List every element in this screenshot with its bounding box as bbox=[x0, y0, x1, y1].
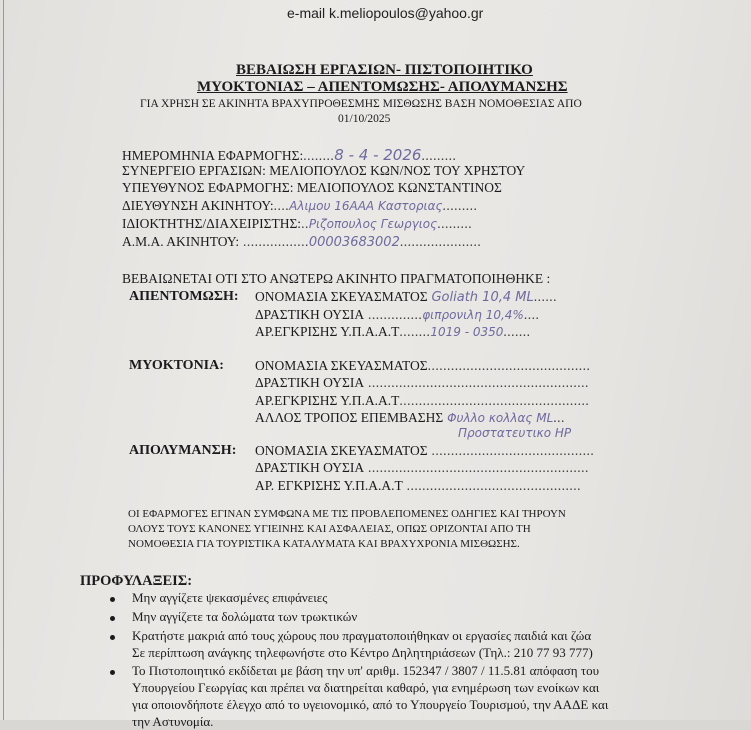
ama-row: Α.Μ.Α. ΑΚΙΝΗΤΟΥ: .................00003683002..................... bbox=[122, 234, 482, 250]
section-apentomosi: ΑΠΕΝΤΟΜΩΣΗ: bbox=[129, 289, 239, 304]
apentomosi-approval-row: ΑΡ.ΕΓΚΡΙΣΗΣ Υ.Π.Α.Α.Τ........1019 - 0350....... bbox=[255, 324, 531, 339]
active-label: ΔΡΑΣΤΙΚΗ ΟΥΣΙΑ bbox=[255, 460, 365, 475]
myoktonia-other-row: ΑΛΛΟΣ ΤΡΟΠΟΣ ΕΠΕΜΒΑΣΗΣ Φυλλο κολλας ML... bbox=[255, 410, 565, 425]
other-method-value2: Προστατευτικο ΗΡ bbox=[458, 426, 572, 440]
section-apolymansi: ΑΠΟΛΥΜΑΝΣΗ: bbox=[129, 443, 237, 458]
other-method-value1: Φυλλο κολλας ML bbox=[447, 411, 554, 425]
bullet-icon bbox=[110, 670, 115, 675]
contact-email: e-mail k.meliopoulos@yahoo.gr bbox=[287, 5, 484, 21]
bullet-icon bbox=[110, 635, 115, 640]
section-myoktonia: ΜΥΟΚΤΟΝΙΑ: bbox=[129, 358, 224, 373]
bullet-icon bbox=[110, 597, 115, 602]
apentomosi-active-row: ΔΡΑΣΤΙΚΗ ΟΥΣΙΑ ..............φιπρονιλη 10,4%.... bbox=[255, 307, 540, 322]
certify-statement: ΒΕΒΑΙΩΝΕΤΑΙ ΟΤΙ ΣΤΟ ΑΝΩΤΕΡΩ ΑΚΙΝΗΤΟ ΠΡΑΓΜΑΤΟΠΟΙΗΘΗΚΕ : bbox=[122, 271, 551, 286]
precaution-4d: την Αστυνομία. bbox=[132, 714, 214, 729]
owner-row: ΙΔΙΟΚΤΗΤΗΣ/ΔΙΑΧΕΙΡΙΣΤΗΣ:..Ριζοπουλος Γεωργιος......... bbox=[122, 216, 473, 231]
approval-label: ΑΡ. ΕΓΚΡΙΣΗΣ Υ.Π.Α.Α.Τ bbox=[255, 478, 403, 493]
active-label: ΔΡΑΣΤΙΚΗ ΟΥΣΙΑ bbox=[255, 375, 365, 390]
page-edge-shadow bbox=[3, 0, 4, 720]
compliance-line3: ΝΟΜΟΘΕΣΙΑ ΓΙΑ ΤΟΥΡΙΣΤΙΚΑ ΚΑΤΑΛΥΜΑΤΑ ΚΑΙ ΒΡΑΧΥΧΡΟΝΙΑ ΜΙΣΘΩΣΗΣ. bbox=[128, 538, 520, 550]
product-label: ΟΝΟΜΑΣΙΑ ΣΚΕΥΑΣΜΑΤΟΣ bbox=[255, 443, 428, 458]
product-label: ΟΝΟΜΑΣΙΑ ΣΚΕΥΑΣΜΑΤΟΣ bbox=[255, 289, 428, 304]
precaution-1: Μην αγγίζετε ψεκασμένες επιφάνειες bbox=[132, 590, 328, 605]
apolymansi-product-row: ΟΝΟΜΑΣΙΑ ΣΚΕΥΑΣΜΑΤΟΣ .......................................... bbox=[255, 443, 595, 458]
compliance-line1: ΟΙ ΕΦΑΡΜΟΓΕΣ ΕΓΙΝΑΝ ΣΥΜΦΩΝΑ ΜΕ ΤΙΣ ΠΡΟΒΛΕΠΟΜΕΝΕΣ ΟΔΗΓΙΕΣ ΚΑΙ ΤΗΡΟΥΝ bbox=[128, 508, 566, 520]
bullet-icon bbox=[110, 616, 115, 621]
precautions-title: ΠΡΟΦΥΛΑΞΕΙΣ: bbox=[80, 573, 193, 589]
myoktonia-active-row: ΔΡΑΣΤΙΚΗ ΟΥΣΙΑ ......................................................... bbox=[255, 375, 589, 390]
apentomosi-product-value: Goliath 10,4 ML bbox=[431, 290, 534, 305]
other-method-label: ΑΛΛΟΣ ΤΡΟΠΟΣ ΕΠΕΜΒΑΣΗΣ bbox=[255, 410, 444, 425]
apentomosi-product-row: ΟΝΟΜΑΣΙΑ ΣΚΕΥΑΣΜΑΤΟΣ Goliath 10,4 ML...... bbox=[255, 289, 557, 305]
crew-row: ΣΥΝΕΡΓΕΙΟ ΕΡΓΑΣΙΩΝ: ΜΕΛΙΟΠΟΥΛΟΣ ΚΩΝ/ΝΟΣ ΤΟΥ ΧΡΗΣΤΟΥ bbox=[122, 163, 526, 178]
precaution-3b: Σε περίπτωση ανάγκης τηλεφωνήστε στο Κέντρο Δηλητηριάσεων (Τηλ.: 210 77 93 777) bbox=[132, 645, 593, 660]
precaution-4c: για οποιονδήποτε έλεγχο από το υγειονομικό, από το Υπουργείο Τουρισμού, την ΑΑΔΕ και bbox=[132, 697, 609, 712]
precaution-2: Μην αγγίζετε τα δολώματα των τρωκτικών bbox=[132, 609, 358, 624]
precaution-4b: Υπουργείου Γεωργίας και πρέπει να διατηρείται καθαρό, για ενημέρωση των ενοίκων και bbox=[132, 680, 600, 695]
address-value: Αλιμου 16ΑΑΑ Καστοριας bbox=[289, 199, 443, 213]
application-date-label: ΗΜΕΡΟΜΗΝΙΑ ΕΦΑΡΜΟΓΗΣ: bbox=[122, 148, 304, 163]
doc-title-line2: ΜΥΟΚΤΟΝΙΑΣ – ΑΠΕΝΤΟΜΩΣΗΣ- ΑΠΟΛΥΜΑΝΣΗΣ bbox=[197, 79, 568, 95]
approval-label: ΑΡ.ΕΓΚΡΙΣΗΣ Υ.Π.Α.Α.Τ bbox=[255, 324, 400, 339]
myoktonia-approval-row: ΑΡ.ΕΓΚΡΙΣΗΣ Υ.Π.Α.Α.Τ................................................. bbox=[255, 393, 590, 408]
ama-value: 00003683002 bbox=[308, 235, 400, 250]
compliance-line2: ΟΛΟΥΣ ΤΟΥΣ ΚΑΝΟΝΕΣ ΥΓΙΕΙΝΗΣ ΚΑΙ ΑΣΦΑΛΕΙΑΣ, ΟΠΩΣ ΟΡΙΖΟΝΤΑΙ ΑΠΟ ΤΗ bbox=[128, 523, 531, 535]
product-label: ΟΝΟΜΑΣΙΑ ΣΚΕΥΑΣΜΑΤΟΣ bbox=[255, 358, 428, 373]
doc-title-line1: ΒΕΒΑΙΩΣΗ ΕΡΓΑΣΙΩΝ- ΠΙΣΤΟΠΟΙΗΤΙΚΟ bbox=[236, 62, 533, 78]
precaution-4a: Το Πιστοποιητικό εκδίδεται με βάση την υπ' αριθμ. 152347 / 3807 / 11.5.81 απόφαση του bbox=[132, 663, 600, 678]
apentomosi-active-value: φιπρονιλη 10,4% bbox=[422, 308, 524, 322]
address-row: ΔΙΕΥΘΥΝΣΗ ΑΚΙΝΗΤΟΥ:....Αλιμου 16ΑΑΑ Καστοριας......... bbox=[122, 198, 478, 213]
application-date-value: 8 - 4 - 2026 bbox=[334, 146, 422, 164]
doc-subtitle-line1: ΓΙΑ ΧΡΗΣΗ ΣΕ ΑΚΙΝΗΤΑ ΒΡΑΧΥΠΡΟΘΕΣΜΗΣ ΜΙΣΘΩΣΗΣ ΒΑΣΗ ΝΟΜΟΘΕΣΙΑΣ ΑΠΟ bbox=[140, 98, 582, 110]
owner-label: ΙΔΙΟΚΤΗΤΗΣ/ΔΙΑΧΕΙΡΙΣΤΗΣ: bbox=[122, 216, 302, 231]
apolymansi-approval-row: ΑΡ. ΕΓΚΡΙΣΗΣ Υ.Π.Α.Α.Τ ............................................. bbox=[255, 478, 581, 493]
owner-value: Ριζοπουλος Γεωργιος bbox=[308, 217, 438, 231]
precaution-3a: Κρατήστε μακριά από τους χώρους που πραγματοποιήθηκαν οι εργασίες παιδιά και ζώα bbox=[132, 628, 592, 643]
ama-label: Α.Μ.Α. ΑΚΙΝΗΤΟΥ: bbox=[122, 234, 240, 249]
application-date-row: ΗΜΕΡΟΜΗΝΙΑ ΕΦΑΡΜΟΓΗΣ:........8 - 4 - 2026......... bbox=[122, 146, 457, 164]
apentomosi-approval-value: 1019 - 0350 bbox=[430, 325, 504, 339]
myoktonia-product-row: ΟΝΟΜΑΣΙΑ ΣΚΕΥΑΣΜΑΤΟΣ.......................................... bbox=[255, 358, 591, 373]
active-label: ΔΡΑΣΤΙΚΗ ΟΥΣΙΑ bbox=[255, 307, 365, 322]
doc-subtitle-date: 01/10/2025 bbox=[338, 113, 391, 125]
responsible-row: ΥΠΕΥΘΥΝΟΣ ΕΦΑΡΜΟΓΗΣ: ΜΕΛΙΟΠΟΥΛΟΣ ΚΩΝΣΤΑΝΤΙΝΟΣ bbox=[122, 180, 502, 195]
address-label: ΔΙΕΥΘΥΝΣΗ ΑΚΙΝΗΤΟΥ: bbox=[122, 198, 274, 213]
apolymansi-active-row: ΔΡΑΣΤΙΚΗ ΟΥΣΙΑ ......................................................... bbox=[255, 460, 589, 475]
approval-label: ΑΡ.ΕΓΚΡΙΣΗΣ Υ.Π.Α.Α.Τ bbox=[255, 393, 400, 408]
